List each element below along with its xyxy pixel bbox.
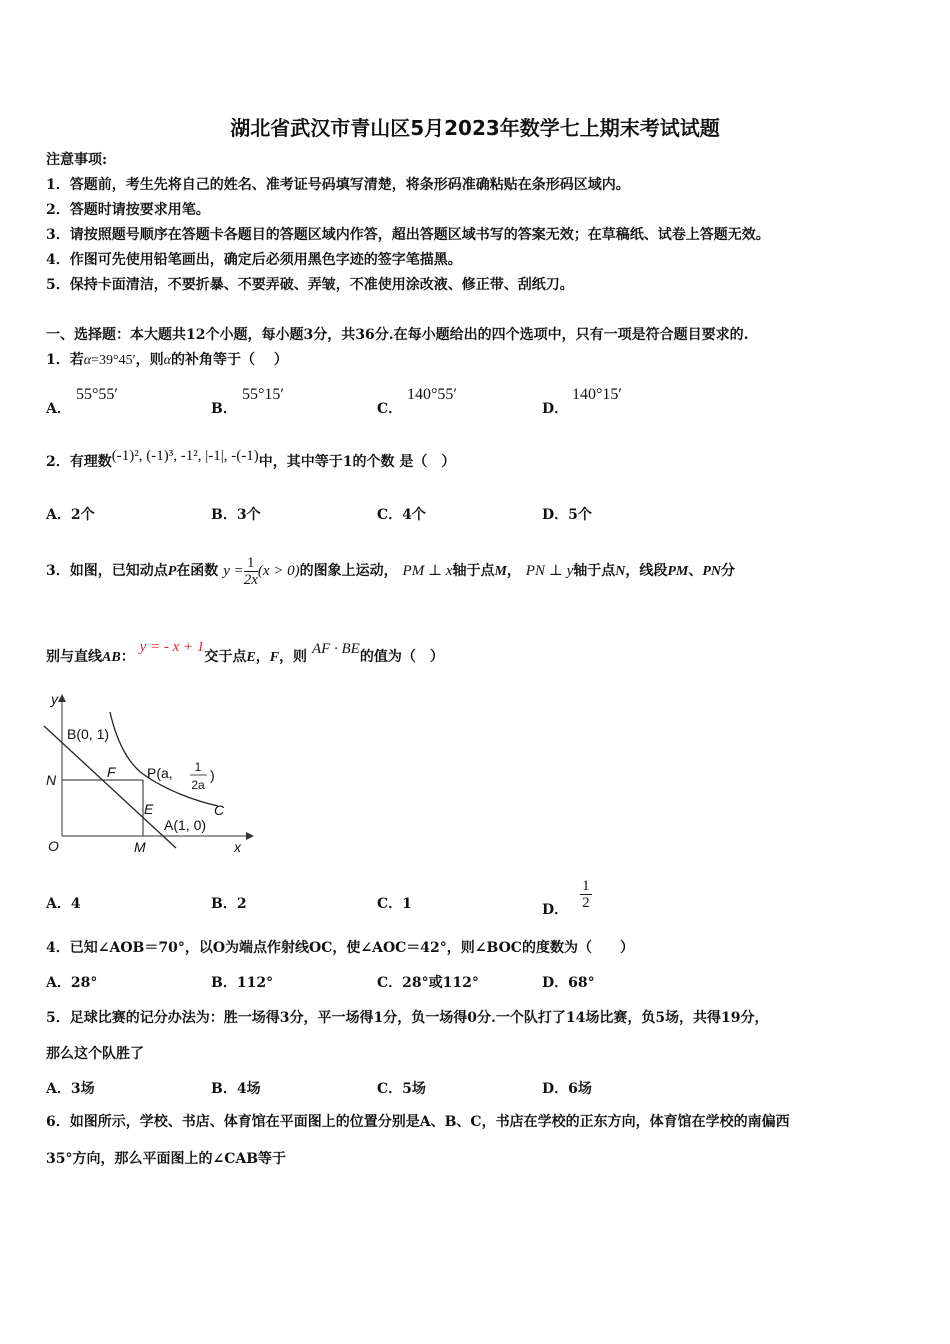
notice-item: 1．答题前，考生先将自己的姓名、准考证号码填写清楚，将条形码准确粘贴在条形码区域内。: [46, 177, 630, 193]
q1-alpha: α: [83, 353, 92, 368]
q3-figure: [40, 688, 260, 863]
notice-heading: 注意事项:: [46, 152, 108, 168]
q4-option-a[interactable]: A．28°: [46, 975, 98, 991]
q2-option-a[interactable]: A．2个: [46, 507, 95, 523]
q3-text: ，则: [279, 649, 308, 665]
fig-p-close: ): [210, 767, 215, 783]
q1-option-d[interactable]: D．: [542, 401, 569, 417]
q3-point-e: E: [246, 650, 256, 665]
fig-point-e-label: E: [144, 801, 154, 817]
q2-suffix: 中，其中等于1的个数 是（ ）: [258, 454, 456, 470]
notice-item: 2．答题时请按要求用笔。: [46, 202, 210, 218]
q1-option-d-value: 140°15′: [572, 386, 622, 403]
q2-option-c[interactable]: C．4个: [377, 507, 426, 523]
q2-option-d[interactable]: D．5个: [542, 507, 592, 523]
q1-option-b-value: 55°15′: [242, 386, 284, 403]
question-6-line-2: 35°方向，那么平面图上的∠CAB等于: [46, 1151, 287, 1167]
q3-text: 别与直线: [46, 649, 102, 665]
q3-line-equation: y = - x + 1: [139, 639, 205, 655]
q5-option-d[interactable]: D．6场: [542, 1081, 592, 1097]
fig-point-b-label: B(0, 1): [67, 726, 110, 742]
x-axis-arrow-icon: [246, 832, 254, 840]
q3-point-f: F: [269, 650, 280, 665]
q1-option-c-value: 140°55′: [407, 386, 457, 403]
q3-option-d-fraction: $\frac{1}{2}$: [582, 878, 590, 911]
fig-point-c-label: C: [214, 802, 225, 818]
q3-pn: PN ⊥ y: [525, 563, 574, 579]
notice-item: 5．保持卡面清洁，不要折暴、不要弄破、弄皱，不准使用涂改液、修正带、刮纸刀。: [46, 277, 574, 293]
q3-func-den: 2x: [243, 571, 258, 588]
fig-origin-label: O: [48, 838, 59, 854]
q1-expr: =39°45′: [91, 353, 136, 368]
fig-point-f-label: F: [107, 764, 116, 780]
fig-p-num: 1: [194, 760, 202, 774]
q3-text: 轴于点: [573, 563, 616, 579]
q3-text: 轴于点: [452, 563, 495, 579]
q3-text: 的值为（ ）: [359, 649, 444, 665]
q3-func-fraction: [244, 555, 258, 588]
q3-func-cond: (x > 0): [257, 563, 300, 579]
q5-option-c[interactable]: C．5场: [377, 1081, 426, 1097]
question-5-line-1: 5．足球比赛的记分办法为：胜一场得3分，平一场得1分，负一场得0分.一个队打了14场比赛，负5场，共得19分，: [46, 1010, 769, 1026]
q3-prefix: 3．如图，已知动点: [46, 563, 168, 579]
q4-option-d[interactable]: D．68°: [542, 975, 595, 991]
fig-point-a-label: A(1, 0): [164, 817, 207, 833]
q3-pm-segment: PM: [667, 564, 689, 579]
q3-option-b[interactable]: B．2: [211, 896, 247, 912]
line-ab: [44, 726, 176, 848]
q3-text: ，: [255, 649, 270, 665]
q3-text: 在函数: [176, 563, 219, 579]
q3-pn-segment: PN: [702, 564, 722, 579]
q3-option-c[interactable]: C．1: [377, 896, 412, 912]
q3-line-ab: AB: [102, 650, 121, 665]
q3-func-lhs: y =: [223, 563, 244, 579]
q1-option-c[interactable]: C．: [377, 401, 403, 417]
section-heading: 一、选择题：本大题共12个小题，每小题3分，共36分.在每小题给出的四个选项中，只有一项是符合题目要求的.: [46, 327, 749, 343]
notice-item: 4．作图可先使用铅笔画出，确定后必须用黑色字迹的签字笔描黑。: [46, 252, 462, 268]
q3-text: 分: [721, 563, 736, 579]
q3-text: 交于点: [204, 649, 247, 665]
q4-option-b[interactable]: B．112°: [211, 975, 274, 991]
q5-option-b[interactable]: B．4场: [211, 1081, 261, 1097]
fig-y-label: y: [51, 691, 58, 707]
question-4: 4．已知∠AOB＝70°，以O为端点作射线OC，使∠AOC＝42°，则∠BOC的度数为（ ）: [46, 940, 634, 956]
question-2: [46, 448, 456, 472]
q3-point-m: M: [494, 564, 507, 579]
question-1: [46, 350, 288, 371]
q3-text: ：: [120, 649, 135, 665]
q5-option-a[interactable]: A．3场: [46, 1081, 95, 1097]
q3-text: ，线段: [625, 563, 668, 579]
q3-option-d[interactable]: D． $\frac{1}{2}$: [542, 878, 590, 918]
q2-prefix: 2．有理数: [46, 454, 112, 470]
y-axis-arrow-icon: [58, 694, 66, 702]
question-6-line-1: 6．如图所示，学校、书店、体育馆在平面图上的位置分别是A、B、C，书店在学校的正东方向，体育馆在学校的南偏西: [46, 1114, 790, 1130]
q1-suffix: 的补角等于（ ）: [171, 352, 288, 368]
question-5-line-2: 那么这个队胜了: [46, 1046, 144, 1062]
page-title: 湖北省武汉市青山区5月2023年数学七上期末考试试题: [230, 116, 720, 140]
fig-p-den: 2a: [191, 778, 205, 792]
q3-text: 的图象上运动，: [299, 563, 398, 579]
q3-text: 、: [688, 563, 703, 579]
fig-point-n-label: N: [46, 772, 57, 788]
q2-option-b[interactable]: B．3个: [211, 507, 261, 523]
q1-option-b[interactable]: B．: [211, 401, 237, 417]
q1-option-a[interactable]: A．: [46, 401, 71, 417]
question-3-line-1: [46, 548, 735, 595]
q3-point-p: P: [167, 564, 177, 579]
fig-point-m-label: M: [134, 839, 146, 855]
q1-prefix: 1．若: [46, 352, 84, 368]
q3-func-num: 1: [244, 555, 258, 572]
q3-pm: PM ⊥ x: [402, 563, 453, 579]
q1-alpha-2: α: [163, 353, 172, 368]
q2-expr: (-1)², (-1)³, -1², |-1|, -(-1): [111, 448, 259, 464]
question-3-line-2: [46, 640, 444, 675]
q3-point-n: N: [615, 564, 626, 579]
q3-text: ，: [506, 563, 521, 579]
fig-x-label: x: [234, 839, 241, 855]
q3-option-a[interactable]: A．4: [46, 896, 81, 912]
notice-item: 3．请按照题号顺序在答题卡各题目的答题区域内作答，超出答题区域书写的答案无效；在草稿纸、试卷上答题无效。: [46, 227, 770, 243]
fig-point-p-label: P(a,: [147, 765, 173, 781]
q4-option-c[interactable]: C．28°或112°: [377, 975, 479, 991]
q1-mid: ，则: [135, 352, 164, 368]
q3-product: AF · BE: [311, 641, 360, 657]
q1-option-a-value: 55°55′: [76, 386, 118, 403]
